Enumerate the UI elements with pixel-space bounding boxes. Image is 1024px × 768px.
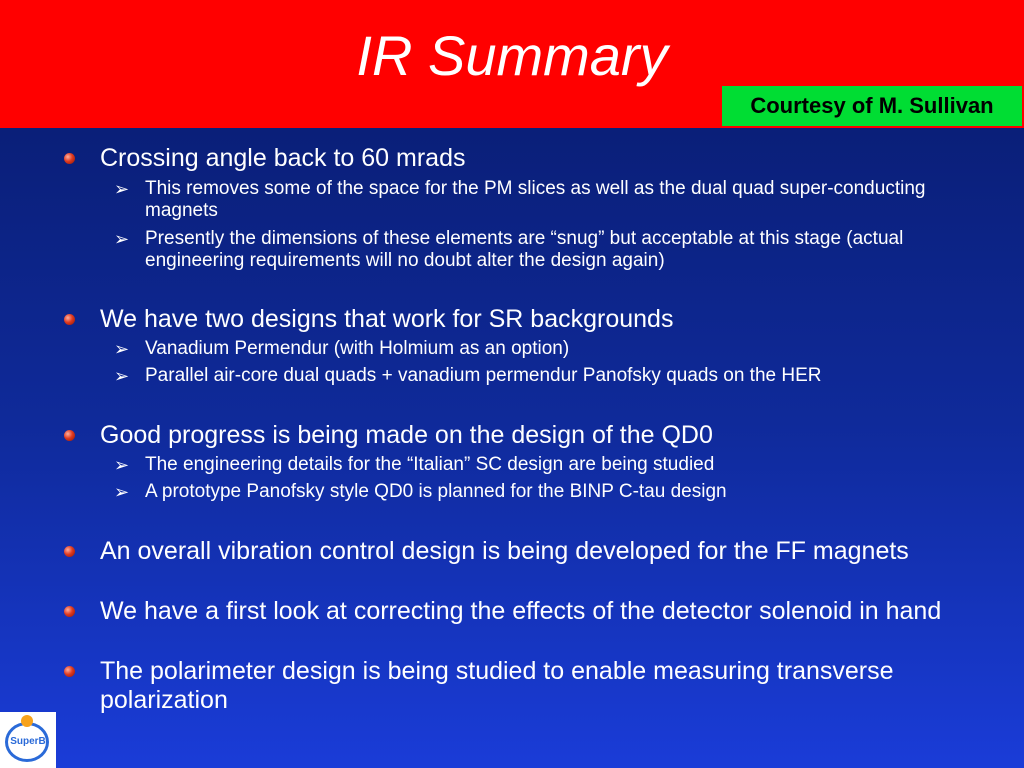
bullet-item [100, 144, 980, 173]
courtesy-label: Courtesy of M. Sullivan [722, 86, 1022, 126]
bullet-icon [64, 314, 75, 325]
bullet-icon [64, 606, 75, 617]
bullet-icon [64, 153, 75, 164]
arrow-bullet-icon: ➢ [114, 229, 130, 249]
bullet-item [100, 657, 980, 715]
bullet-icon [64, 666, 75, 677]
sub-bullet-text: Vanadium Permendur (with Holmium as an option) [145, 338, 570, 359]
superb-logo-icon [0, 712, 56, 768]
logo-knob [21, 715, 33, 727]
logo-text: SuperB [10, 736, 46, 747]
sub-bullet-item [114, 481, 965, 503]
sub-bullet-item [114, 454, 965, 476]
sub-bullet-item [114, 338, 965, 360]
bullet-text: The polarimeter design is being studied to enable measuring transverse polarization [100, 657, 894, 714]
sub-bullet-text: The engineering details for the “Italian” SC design are being studied [145, 454, 715, 475]
bullet-text: We have two designs that work for SR backgrounds [100, 305, 674, 333]
arrow-bullet-icon: ➢ [114, 339, 130, 359]
bullet-item [100, 305, 980, 334]
arrow-bullet-icon: ➢ [114, 482, 130, 502]
arrow-bullet-icon: ➢ [114, 455, 130, 475]
bullet-text: Good progress is being made on the design of the QD0 [100, 421, 713, 449]
bullet-text: Crossing angle back to 60 mrads [100, 144, 466, 172]
sub-bullet-text: A prototype Panofsky style QD0 is planned for the BINP C-tau design [145, 481, 727, 502]
arrow-bullet-icon: ➢ [114, 366, 130, 386]
sub-bullet-text: Parallel air-core dual quads + vanadium permendur Panofsky quads on the HER [145, 365, 822, 386]
sub-bullet-item [114, 178, 965, 222]
slide-title: IR Summary [356, 24, 668, 87]
sub-bullet-item [114, 228, 965, 272]
sub-bullet-text: This removes some of the space for the PM slices as well as the dual quad super-conducting magnets [145, 178, 926, 221]
sub-bullet-text: Presently the dimensions of these elements are “snug” but acceptable at this stage (actual engineering requirements will no doubt alter the design again) [145, 228, 904, 271]
bullet-text: We have a first look at correcting the effects of the detector solenoid in hand [100, 597, 942, 625]
bullet-item [100, 537, 980, 566]
bullet-text: An overall vibration control design is being developed for the FF magnets [100, 537, 909, 565]
bullet-icon [64, 430, 75, 441]
bullet-item [100, 597, 980, 626]
bullet-item [100, 421, 980, 450]
sub-bullet-item [114, 365, 965, 387]
bullet-icon [64, 546, 75, 557]
arrow-bullet-icon: ➢ [114, 179, 130, 199]
